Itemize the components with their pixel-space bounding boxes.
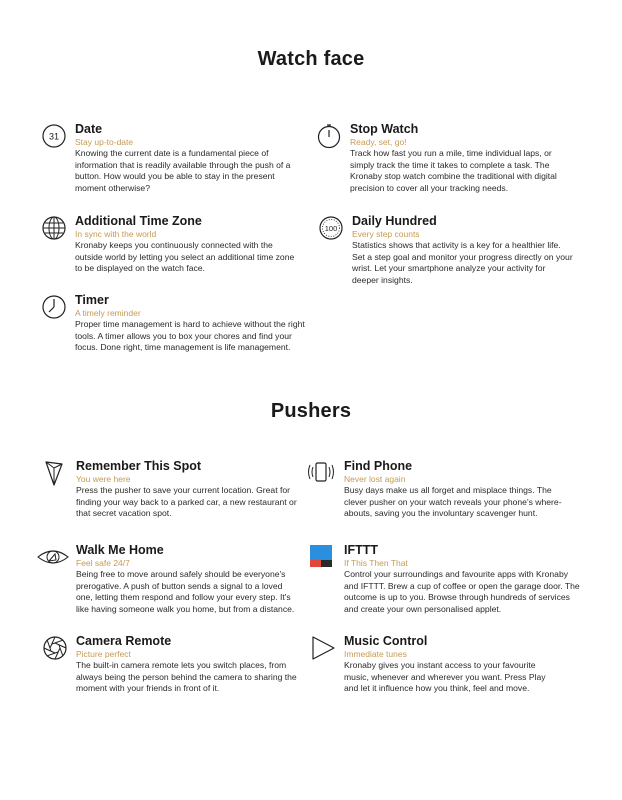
play-icon [309,634,337,662]
feature-title: Music Control [344,634,428,648]
ifttt-logo-icon [310,545,332,567]
svg-text:31: 31 [48,131,60,142]
feature-camera-remote [76,634,326,695]
globe-icon [40,214,68,242]
feature-description: Press the pusher to save your current location. Great for finding your way back to a parked car, a new restaurant or that secret vacation spot. [76,485,297,519]
feature-title: Remember This Spot [76,459,202,473]
feature-title: Timer [75,293,109,307]
location-marker-icon [40,459,68,487]
feature-date [48,122,325,194]
feature-subtitle: Every step counts [352,229,420,239]
feature-title: Date [75,122,103,136]
feature-find-phone [344,459,594,520]
feature-title: Walk Me Home [76,543,164,557]
feature-description: Statistics shows that activity is a key for a healthier life. Set a step goal and monitor your progress directly on your wrist. Let your smartphone analyze your activity for deeper insights. [352,240,573,285]
phone-vibrate-icon [304,459,338,487]
feature-subtitle: Never lost again [344,474,406,484]
section-title-pushers: Pushers [270,400,352,422]
camera-aperture-icon [41,634,69,662]
feature-subtitle: A timely reminder [75,308,141,318]
section-title-watch-face: Watch face [257,48,365,70]
feature-walk-me-home [76,543,326,615]
feature-description: Knowing the current date is a fundamental piece of information that is readily available through the push of a button. How would you be able to stay in the present moment otherwise? [75,148,291,193]
stopwatch-icon [315,122,343,150]
feature-subtitle: If This Then That [344,558,408,568]
feature-ifttt [344,543,594,615]
feature-description: Control your surroundings and favourite apps with Kronaby and IFTTT. Brew a cup of coffee or open the garage door. The outcome is up to you. Browse through hundreds of services and create your own personalised applet. [344,569,580,614]
feature-subtitle: Picture perfect [76,649,131,659]
timer-icon [40,293,68,321]
feature-description: Kronaby keeps you continuously connected with the outside world by letting you select an additional time zone to be displayed on the watch face. [75,240,295,274]
feature-stop-watch [350,122,600,194]
feature-description: Track how fast you run a mile, time individual laps, or simply track the time it takes to complete a task. The Kronaby stop watch combine the traditional with digital precision to cover all your tracking needs. [350,148,557,193]
feature-subtitle: Feel safe 24/7 [76,558,130,568]
feature-description: Kronaby gives you instant access to your favourite music, whenever and wherever you want. Press Play and let it influence how you think, feel and move. [344,660,546,694]
feature-title: Stop Watch [350,122,419,136]
feature-description: Being free to move around safely should be everyone's prerogative. A push of button sends a signal to a loved one, letting them respond and follow your every step. It's like having someone walk you home, but from a distance. [76,569,295,614]
feature-title: Additional Time Zone [75,214,202,228]
feature-music-control [344,634,594,695]
calendar-date-icon [40,122,68,150]
feature-title: Daily Hundred [352,214,437,228]
feature-subtitle: Stay up-to-date [75,137,134,147]
feature-subtitle: You were here [76,474,131,484]
navigation-compass-icon [36,543,70,571]
feature-timer [75,293,325,354]
svg-text:100: 100 [324,224,338,233]
feature-description: Busy days make us all forget and misplace things. The clever pusher on your watch reveals your phone's where-abouts, saving you the involuntary scavenger hunt. [344,485,562,519]
feature-description: Proper time management is hard to achieve without the right tools. A timer allows you to box your chores and find your focus. Done right, time management is life management. [75,319,305,353]
feature-additional-time-zone [75,214,325,275]
feature-subtitle: Ready, set, go! [350,137,407,147]
feature-title: IFTTT [344,543,379,557]
feature-description: The built-in camera remote lets you switch places, from always being the person behind the camera to sharing the moment with your friends in front of it. [76,660,297,694]
feature-title: Camera Remote [76,634,172,648]
feature-subtitle: In sync with the world [75,229,157,239]
feature-daily-hundred [324,214,602,286]
feature-subtitle: Immediate tunes [344,649,407,659]
feature-remember-this-spot [76,459,326,520]
feature-title: Find Phone [344,459,413,473]
step-counter-icon [317,214,345,242]
